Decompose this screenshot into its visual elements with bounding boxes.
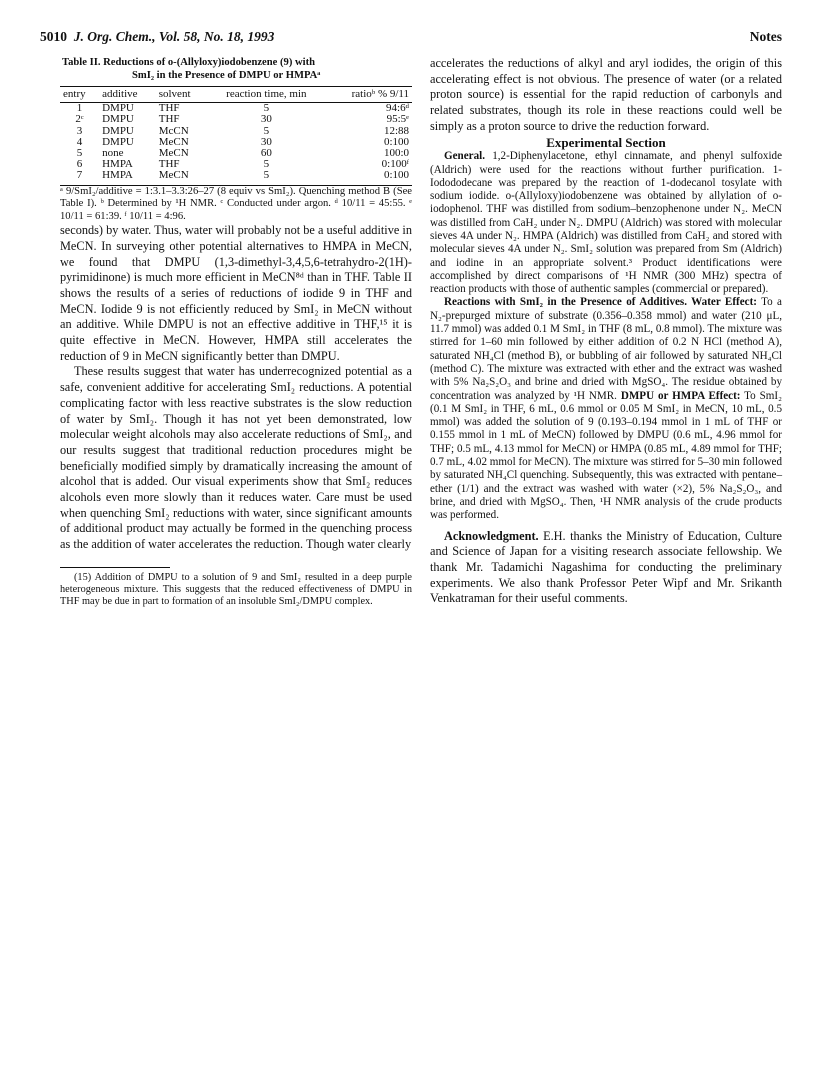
table-row: 2ᶜ DMPU THF 30 95:5ᵉ xyxy=(75,113,409,126)
table-caption xyxy=(62,56,412,82)
section-label: Notes xyxy=(749,29,782,44)
journal-citation: J. Org. Chem., Vol. 58, No. 18, 1993 xyxy=(73,29,275,44)
table-row: 4 DMPU MeCN 30 0:100 xyxy=(76,135,409,148)
table-row: 3 DMPU McCN 5 12:88 xyxy=(76,124,409,137)
footnote-15: (15) Addition of DMPU to a solution of 9 and SmI₂ resulted in a deep purple heterogeneous mixture. This suggests that the reduced effectiveness of DMPU in THF may be due in part to formation of an insoluble SmI₂/DMPU complex. xyxy=(60,571,412,607)
table-header-row xyxy=(60,87,412,103)
acknowledgment: Acknowledgment. E.H. thanks the Ministry of Education, Culture and Science of Japan for a visiting research associate fellowship. We thank Mr. Tadamichi Nagashima for conducting the preliminary experiments. We also thank Professor Peter Wipf and Mr. Srikanth Venkatraman for their useful comments. xyxy=(430,528,782,606)
col-header-additive: additive xyxy=(99,87,156,103)
section-heading: Experimental Section xyxy=(546,134,666,150)
footnote-divider xyxy=(60,567,170,568)
right-column xyxy=(430,56,782,607)
left-column xyxy=(60,56,412,608)
results-table xyxy=(60,86,412,186)
table-row: 7 HMPA MeCN 5 0:100 xyxy=(60,170,412,185)
table-caption-line1: Reductions of o-(Allyloxy)iodobenzene (9) with xyxy=(103,57,316,68)
col-header-ratio: ratioᵇ % 9/11 xyxy=(325,87,412,103)
running-header xyxy=(40,29,782,47)
paragraph-head: DMPU or HMPA Effect: xyxy=(620,389,741,402)
col-header-solvent: solvent xyxy=(156,87,208,103)
experimental-reactions: Reactions with SmI₂ in the Presence of Additives. Water Effect: To a N₂-prepurged mixture of substrate (0.356–0.358 mmol) and water (210 μL, 11.7 mmol) was added 0.1 M SmI₂ in THF (8 mL, 0.8 mmol). The mixture was stirred for 1–60 min followed by either addition of 0.2 N HCl (method A), saturated NH₄Cl (method B), or bubbling of air followed by saturated NH₄Cl (method C). The mixture was extracted with ether and the extract was washed with 5% Na₂S₂O₃ and brine and dried with MgSO₄. The residue obtained by concentration was analyzed by ¹H NMR. DMPU or HMPA Effect: To SmI₂ (0.1 M SmI₂ in THF, 6 mL, 0.6 mmol or 0.05 M SmI₂ in MeCN, 10 mL, 0.5 mmol) was added the solution of 9 (0.193–0.194 mmol in 1 mL of THF or 0.155 mmol in 1 mL of MeCN) followed by DMPU (0.6 mL, 4.96 mmol for THF; 0.5 mL, 4.13 mmol for MeCN) or HMPA (0.85 mL, 4.89 mmol for THF; 0.7 mL, 4.02 mmol for MeCN). The mixture was stirred for 5–30 min followed by saturated NH₄Cl quenching. Subsequently, this was extracted with pentane–ether (1/1) and the extract was washed with water (×2), 5% Na₂S₂O₃, and brine, and dried with MgSO₄. Then, ¹H NMR analysis of the crude products was performed. xyxy=(430,296,782,522)
paragraph-head: General. xyxy=(444,150,485,163)
body-paragraph: accelerates the reductions of alkyl and aryl iodides, the origin of this accelerating effect is not obvious. The presence of water (or a related proton source) is essential for the rapid reduction of carbonyls and related substrates, though its role in these reactions could well be simply as a proton source to drive the reduction forward. xyxy=(430,56,782,133)
table-row: 6 HMPA THF 5 0:100ᶠ xyxy=(76,158,409,171)
experimental-general: General. 1,2-Diphenylacetone, ethyl cinnamate, and phenyl sulfoxide (Aldrich) were used for the reactions without further purification. 1-Iodododecane was prepared by the reaction of 1-dodecanol tosylate with sodium iodide. o-(Allyloxy)iodobenzene was obtained by allylation of o-iodophenol. THF was distilled from sodium–benzophenone under N₂. MeCN was distilled from CaH₂ under N₂. DMPU (Aldrich) was stored with molecular sieves 4A under N₂. HMPA (Aldrich) was distilled from CaH₂ and stored with molecular sieves 4A under N₂. SmI₂ solution was prepared from Sm (Aldrich) and iodine in an appropriate solvent.³ Product identifications were accomplished by direct comparisons of ¹H NMR (300 MHz) spectra of reaction products with those of authentic samples (commercial or prepared). xyxy=(430,150,782,296)
body-paragraph: These results suggest that water has underrecognized potential as a safe, convenient additive for accelerating SmI₂ reductions. A potential complicating factor with less reactive substrates is the slow reduction of water by SmI₂. Though it has not yet been demonstrated, low molecular weight alcohols may also accelerate reductions of SmI₂, and our results suggest that traditional reduction procedures might be beneficially modified simply by dramatically increasing the amount of alcohol that is added. Our visual experiments show that SmI₂ reduces alcohols even more slowly than it reduces water. Care must be used when quenching SmI₂ reductions with water, since significant amounts of additional product may actually be formed in the quenching process as the addition of water accelerates the reduction. Though water clearly xyxy=(60,364,412,552)
page-number: 5010 xyxy=(40,29,67,44)
col-header-entry: entry xyxy=(60,87,99,103)
body-paragraph: seconds) by water. Thus, water will probably not be a useful additive in MeCN. In surveying other potential alternatives to HMPA in MeCN, we found that DMPU (1,3-dimethyl-3,4,5,6-tetrahydro-2(1H)-pyrimidinone) is much more efficient in MeCN⁸ᵈ than in THF. Table II shows the results of a series of reductions of iodide 9 in THF and MeCN. Iodide 9 is not efficiently reduced by SmI₂ in MeCN without an additive. While DMPU is not an effective additive in THF,¹⁵ it is quite effective in MeCN. However, HMPA still accelerates the reduction of 9 in MeCN significantly better than DMPU. xyxy=(60,223,412,363)
table-caption-label: Table II. xyxy=(62,57,101,68)
paragraph-head: Reactions with SmI₂ in the Presence of Additives. Water Effect: xyxy=(444,296,757,309)
table-row: 5 none MeCN 60 100:0 xyxy=(76,147,409,160)
table-footnotes: ᵃ 9/SmI₂/additive = 1:3.1–3.3:26–27 (8 equiv vs SmI₂). Quenching method B (See Table I). ᵇ Determined by ¹H NMR. ᶜ Conducted under argon. ᵈ 10/11 = 45:55. ᵉ 10/11 = 61:39. ᶠ 10/11 = 4:96. xyxy=(60,185,412,222)
table-row: 1 DMPU THF 5 94:6ᵈ xyxy=(76,102,409,115)
acknowledgment-head: Acknowledgment. xyxy=(444,528,539,543)
col-header-time: reaction time, min xyxy=(207,87,325,103)
table-caption-line2: SmI₂ in the Presence of DMPU or HMPAᵃ xyxy=(132,70,321,81)
